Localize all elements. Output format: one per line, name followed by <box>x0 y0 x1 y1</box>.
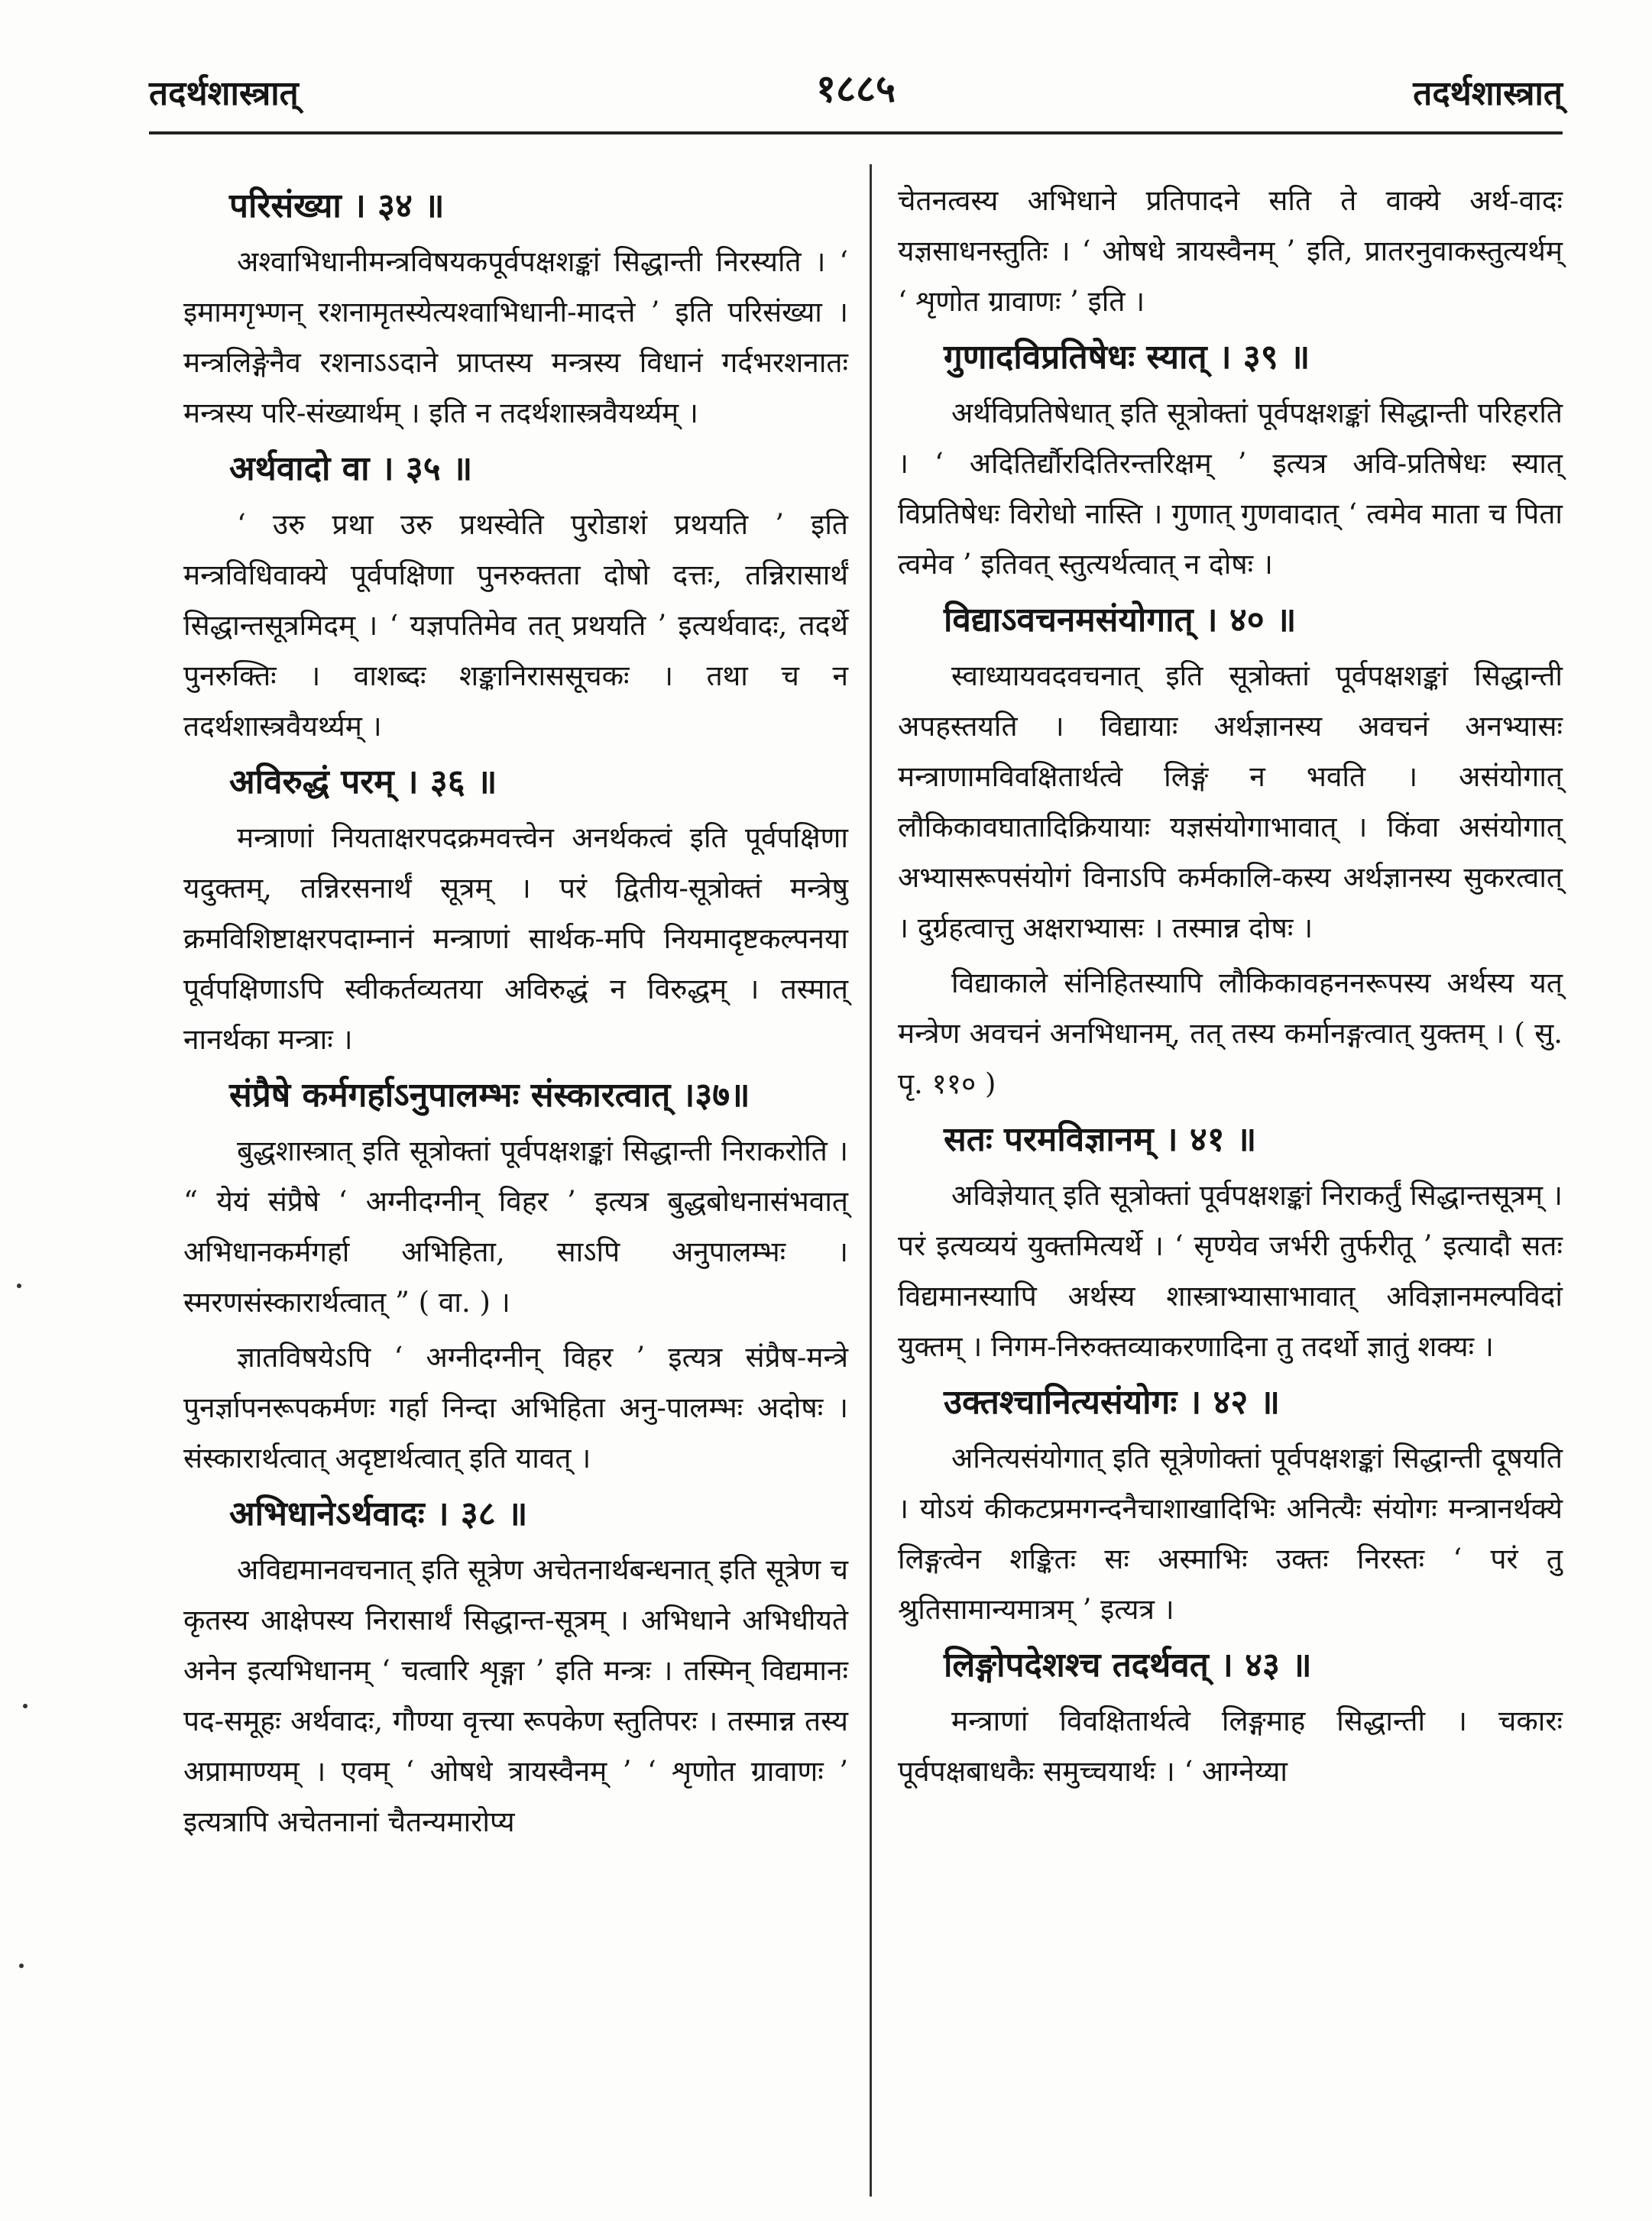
sutra-heading: विद्याऽवचनमसंयोगात् । ४० ॥ <box>944 601 1297 639</box>
column-divider <box>870 164 872 2197</box>
running-head-left: तदर्थशास्त्रात् <box>149 74 299 113</box>
commentary-paragraph: विद्याकाले संनिहितस्यापि लौकिकावहननरूपस्य अर्थस्य यत् मन्त्रेण अवचनं अनभिधानम्, तत् तस्य कर्मानङ्गत्वात् युक्तम् । ( सु. पृ. ११० ) <box>898 966 1563 1100</box>
scan-speck <box>19 1964 24 1968</box>
commentary-paragraph: अर्थविप्रतिषेधात् इति सूत्रोक्तां पूर्वपक्षशङ्कां सिद्धान्ती परिहरति । ‘ अदितिर्द्यौरदितिरन्तरिक्षम् ’ इत्यत्र अवि-प्रतिषेधः स्यात् विप्रतिषेधः विरोधो नास्ति । गुणात् गुणवादात् ‘ त्वमेव माता च पिता त्वमेव ’ इतिवत् स्तुत्यर्थत्वात् न दोषः । <box>898 397 1563 581</box>
sutra-heading: उक्तश्चानित्यसंयोगः । ४२ ॥ <box>944 1383 1280 1422</box>
page-number: १८८५ <box>816 66 896 111</box>
commentary-paragraph: मन्त्राणां विवक्षितार्थत्वे लिङ्गमाह सिद्धान्ती । चकारः पूर्वपक्षबाधकैः समुच्चयार्थः । ‘ आग्नेय्या <box>898 1705 1563 1788</box>
commentary-paragraph: ज्ञातविषयेऽपि ‘ अग्नीदग्नीन् विहर ’ इत्यत्र संप्रैष-मन्त्रे पुनर्ज्ञापनरूपकर्मणः गर्हा निन्दा अभिहिता अनु-पालम्भः अदोषः । संस्कारार्थत्वात् अदृष्टार्थत्वात् इति यावत् । <box>183 1341 848 1475</box>
page-header <box>149 61 1563 130</box>
sutra-heading: अभिधानेऽर्थवादः । ३८ ॥ <box>229 1494 528 1533</box>
right-column <box>898 176 1563 1797</box>
sutra-heading: संप्रैषे कर्मगर्हाऽनुपालम्भः संस्कारत्वात् ।३७॥ <box>229 1076 750 1115</box>
sutra-heading: लिङ्गोपदेशश्च तदर्थवत् । ४३ ॥ <box>944 1646 1312 1685</box>
sutra-heading: अविरुद्धं परम् । ३६ ॥ <box>229 762 497 801</box>
commentary-paragraph: अनित्यसंयोगात् इति सूत्रेणोक्तां पूर्वपक्षशङ्कां सिद्धान्ती दूषयति । योऽयं कीकटप्रमगन्दनैचाशाखादिभिः अनित्यैः संयोगः मन्त्रानर्थक्ये लिङ्गत्वेन शङ्कितः सः अस्माभिः उक्तः निरस्तः ‘ परं तु श्रुतिसामान्यमात्रम् ’ इत्यत्र । <box>898 1442 1563 1626</box>
commentary-paragraph: ‘ उरु प्रथा उरु प्रथस्वेति पुरोडाशं प्रथयति ’ इति मन्त्रविधिवाक्ये पूर्वपक्षिणा पुनरुक्तता दोषो दत्तः, तन्निरासार्थं सिद्धान्तसूत्रमिदम् । ‘ यज्ञपतिमेव तत् प्रथयति ’ इत्यर्थवादः, तदर्थे पुनरुक्तिः । वाशब्दः शङ्कानिराससूचकः । तथा च न तदर्थशास्त्रवैयर्थ्यम् । <box>183 508 848 743</box>
scan-speck <box>17 1284 21 1288</box>
commentary-paragraph: मन्त्राणां नियताक्षरपदक्रमवत्त्वेन अनर्थकत्वं इति पूर्वपक्षिणा यदुक्तम्, तन्निरसनार्थं सूत्रम् । परं द्वितीय-सूत्रोक्तं मन्त्रेषु क्रमविशिष्टाक्षरपदाम्नानं मन्त्राणां सार्थक-मपि नियमादृष्टकल्पनया पूर्वपक्षिणाऽपि स्वीकर्तव्यतया अविरुद्धं न विरुद्धम् । तस्मात् नानर्थका मन्त्राः । <box>183 821 848 1056</box>
header-rule <box>149 131 1563 134</box>
left-column <box>183 176 848 1847</box>
commentary-paragraph: अविद्यमानवचनात् इति सूत्रेण अचेतनार्थबन्धनात् इति सूत्रेण च कृतस्य आक्षेपस्य निरासार्थं सिद्धान्त-सूत्रम् । अभिधाने अभिधीयते अनेन इत्यभिधानम् ‘ चत्वारि शृङ्गा ’ इति मन्त्रः । तस्मिन् विद्यमानः पद-समूहः अर्थवादः, गौण्या वृत्त्या रूपकेण स्तुतिपरः । तस्मान्न तस्य अप्रामाण्यम् । एवम् ‘ ओषधे त्रायस्वैनम् ’ ‘ शृणोत ग्रावाणः ’ इत्यत्रापि अचेतनानां चैतन्यमारोप्य <box>183 1553 848 1838</box>
commentary-paragraph: स्वाध्यायवदवचनात् इति सूत्रोक्तां पूर्वपक्षशङ्कां सिद्धान्ती अपहस्तयति । विद्यायाः अर्थज्ञानस्य अवचनं अनभ्यासः मन्त्राणामविवक्षितार्थत्वे लिङ्गं न भवति । असंयोगात् लौकिकावघातादिक्रियायाः यज्ञसंयोगाभावात् । किंवा असंयोगात् अभ्यासरूपसंयोगं विनाऽपि कर्मकालि-कस्य अर्थज्ञानस्य सुकरत्वात् । दुर्ग्रहत्वात्तु अक्षराभ्यासः । तस्मान्न दोषः । <box>898 659 1563 944</box>
commentary-paragraph: बुद्धशास्त्रात् इति सूत्रोक्तां पूर्वपक्षशङ्कां सिद्धान्ती निराकरोति । “ येयं संप्रैषे ‘ अग्नीदग्नीन् विहर ’ इत्यत्र बुद्धबोधनासंभवात् अभिधानकर्मगर्हा अभिहिता, साऽपि अनुपालम्भः । स्मरणसंस्कारार्थत्वात् ” ( वा. ) । <box>183 1135 848 1319</box>
commentary-paragraph: चेतनत्वस्य अभिधाने प्रतिपादने सति ते वाक्ये अर्थ-वादः यज्ञसाधनस्तुतिः । ‘ ओषधे त्रायस्वैनम् ’ इति, प्रातरनुवाकस्तुत्यर्थम् ‘ शृणोत ग्रावाणः ’ इति । <box>898 184 1563 318</box>
running-head-right: तदर्थशास्त्रात् <box>1413 74 1563 113</box>
sutra-heading: गुणादविप्रतिषेधः स्यात् । ३९ ॥ <box>944 338 1310 377</box>
sutra-heading: अर्थवादो वा । ३५ ॥ <box>229 449 473 488</box>
commentary-paragraph: अविज्ञेयात् इति सूत्रोक्तां पूर्वपक्षशङ्कां निराकर्तुं सिद्धान्तसूत्रम् । परं इत्यव्ययं युक्तमित्यर्थे । ‘ सृण्येव जर्भरी तुर्फरीतू ’ इत्यादौ सतः विद्यमानस्यापि अर्थस्य शास्त्राभ्यासाभावात् अविज्ञानमल्पविदां युक्तम् । निगम-निरुक्तव्याकरणादिना तु तदर्थो ज्ञातुं शक्यः । <box>898 1179 1563 1363</box>
sutra-heading: परिसंख्या । ३४ ॥ <box>229 186 445 225</box>
commentary-paragraph: अश्वाभिधानीमन्त्रविषयकपूर्वपक्षशङ्कां सिद्धान्ती निरस्यति । ‘ इमामगृभ्णन् रशनामृतस्येत्यश्वाभिधानी-मादत्ते ’ इति परिसंख्या । मन्त्रलिङ्गेनैव रशनाऽऽदाने प्राप्तस्य मन्त्रस्य विधानं गर्दभरशनातः मन्त्रस्य परि-संख्यार्थम् । इति न तदर्थशास्त्रवैयर्थ्यम् । <box>183 245 848 429</box>
scan-speck <box>23 1704 28 1708</box>
sutra-heading: सतः परमविज्ञानम् । ४१ ॥ <box>944 1120 1257 1159</box>
